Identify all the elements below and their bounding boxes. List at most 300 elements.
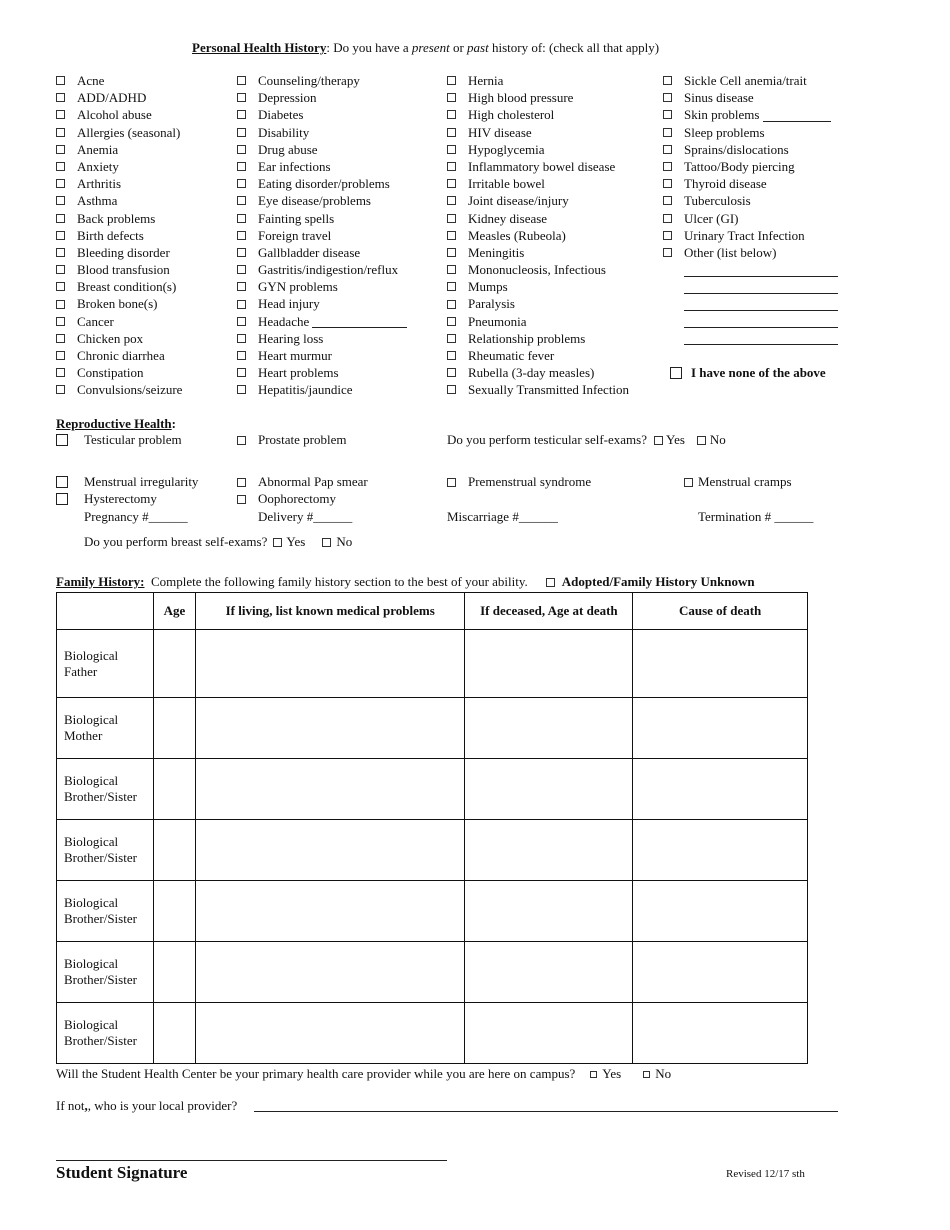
condition-measles-rubeola[interactable] (447, 227, 629, 244)
prostate-problem-checkbox[interactable] (237, 436, 246, 445)
cramps-label: Menstrual cramps (698, 474, 792, 489)
condition-label: Paralysis (468, 296, 515, 312)
pms-checkbox[interactable] (447, 478, 456, 487)
condition-hearing-loss[interactable] (237, 330, 407, 347)
table-row (57, 820, 808, 881)
headache-detail-blank[interactable] (312, 314, 407, 328)
condition-joint-disease-injury[interactable] (447, 192, 629, 209)
condition-label: Sprains/dislocations (684, 141, 789, 157)
reproductive-heading: Reproductive Health: (56, 416, 177, 431)
breast-exam-no-label: No (336, 534, 353, 549)
relative-cell (57, 881, 154, 942)
condition-sickle-cell-anemia-trait[interactable] (663, 72, 831, 89)
condition-checkbox[interactable] (56, 93, 65, 102)
condition-checkbox[interactable] (447, 317, 456, 326)
table-row (57, 759, 808, 820)
condition-label: Tattoo/Body piercing (684, 158, 795, 174)
condition-checkbox[interactable] (447, 300, 456, 309)
condition-heart-problems[interactable] (237, 364, 407, 381)
medical-problems-cell[interactable] (195, 698, 465, 759)
condition-pneumonia[interactable] (447, 313, 629, 330)
personal-history-title (192, 40, 659, 56)
testicular-exam-yes-checkbox[interactable] (654, 436, 663, 445)
condition-checkbox[interactable] (237, 162, 246, 171)
condition-checkbox[interactable] (447, 162, 456, 171)
condition-checkbox[interactable] (56, 248, 65, 257)
condition-checkbox[interactable] (237, 214, 246, 223)
condition-checkbox[interactable] (237, 368, 246, 377)
condition-checkbox[interactable] (663, 248, 672, 257)
relative-label-line: Brother/Sister (64, 850, 137, 865)
condition-label: Relationship problems (468, 330, 586, 346)
other-line-2[interactable] (684, 293, 838, 294)
condition-sleep-problems[interactable] (663, 124, 831, 141)
condition-acne[interactable] (56, 72, 182, 89)
condition-bleeding-disorder[interactable] (56, 244, 182, 261)
pms-label: Premenstrual syndrome (468, 474, 592, 489)
condition-checkbox[interactable] (237, 248, 246, 257)
menstrual-irregularity-label: Menstrual irregularity (84, 474, 199, 489)
delivery-field[interactable]: Delivery #______ (258, 509, 353, 524)
condition-tuberculosis[interactable] (663, 192, 831, 209)
condition-checkbox[interactable] (447, 282, 456, 291)
condition-checkbox[interactable] (237, 196, 246, 205)
condition-label: Gallbladder disease (258, 244, 361, 260)
relative-cell (57, 942, 154, 1003)
age-cell[interactable] (153, 942, 195, 1003)
cause-of-death-cell[interactable] (633, 820, 808, 881)
condition-checkbox[interactable] (237, 282, 246, 291)
pms-option[interactable] (447, 474, 591, 490)
condition-ulcer-gi[interactable] (663, 210, 831, 227)
adopted-label: Adopted/Family History Unknown (561, 574, 755, 589)
testicular-exam-no-checkbox[interactable] (697, 436, 706, 445)
relative-label-line: Father (64, 663, 98, 679)
condition-eating-disorder-problems[interactable] (237, 175, 407, 192)
condition-checkbox[interactable] (663, 93, 672, 102)
none-above-option[interactable] (670, 365, 826, 381)
condition-label: Arthritis (77, 176, 122, 192)
condition-chronic-diarrhea[interactable] (56, 347, 182, 364)
condition-chicken-pox[interactable] (56, 330, 182, 347)
cause-of-death-cell[interactable] (633, 630, 808, 698)
condition-breast-condition-s[interactable] (56, 278, 182, 295)
primary-yes-label: Yes (602, 1066, 622, 1081)
condition-label: Ulcer (GI) (684, 210, 739, 226)
condition-checkbox[interactable] (663, 179, 672, 188)
breast-exam-label: Do you perform breast self-exams? (84, 534, 268, 549)
condition-label: Drug abuse (258, 141, 318, 157)
condition-checkbox[interactable] (56, 265, 65, 274)
condition-checkbox[interactable] (663, 76, 672, 85)
condition-relationship-problems[interactable] (447, 330, 629, 347)
condition-column-1 (56, 72, 182, 399)
testicular-exam-label: Do you perform testicular self-exams? (447, 432, 647, 447)
condition-checkbox[interactable] (447, 76, 456, 85)
condition-checkbox[interactable] (663, 162, 672, 171)
condition-ear-infections[interactable] (237, 158, 407, 175)
condition-anemia[interactable] (56, 141, 182, 158)
relative-cell (57, 759, 154, 820)
condition-label: Hernia (468, 73, 504, 88)
condition-eye-disease-problems[interactable] (237, 192, 407, 209)
condition-checkbox[interactable] (237, 179, 246, 188)
other-line-5[interactable] (684, 344, 838, 345)
medical-problems-cell[interactable] (195, 820, 465, 881)
condition-rheumatic-fever[interactable] (447, 347, 629, 364)
condition-checkbox[interactable] (237, 351, 246, 360)
condition-checkbox[interactable] (663, 110, 672, 119)
oophorectomy-option[interactable] (237, 491, 336, 507)
condition-label: Ear infections (258, 158, 331, 174)
condition-gastritis-indigestion-reflux[interactable] (237, 261, 407, 278)
condition-foreign-travel[interactable] (237, 227, 407, 244)
testicular-problem-checkbox[interactable] (56, 434, 68, 446)
primary-yes-checkbox[interactable] (590, 1071, 597, 1078)
condition-label: Joint disease/injury (468, 193, 569, 209)
condition-label: Other (list below) (684, 244, 777, 260)
condition-label: Alcohol abuse (77, 107, 152, 123)
condition-checkbox[interactable] (56, 145, 65, 154)
condition-checkbox[interactable] (447, 334, 456, 343)
relative-label-line: Biological (64, 1017, 119, 1032)
condition-checkbox[interactable] (447, 145, 456, 154)
cause-of-death-cell[interactable] (633, 881, 808, 942)
age-cell[interactable] (153, 820, 195, 881)
relative-label-line: Brother/Sister (64, 1033, 137, 1048)
header-cause-of-death: Cause of death (633, 593, 808, 630)
condition-label: Measles (Rubeola) (468, 227, 566, 243)
condition-tattoo-body-piercing[interactable] (663, 158, 831, 175)
condition-head-injury[interactable] (237, 295, 407, 312)
header-medical-problems: If living, list known medical problems (195, 593, 465, 630)
condition-kidney-disease[interactable] (447, 210, 629, 227)
condition-fainting-spells[interactable] (237, 210, 407, 227)
relative-label-line: Biological (64, 956, 119, 971)
condition-sexually-transmitted-infection[interactable] (447, 381, 629, 398)
age-at-death-cell[interactable] (465, 630, 633, 698)
local-provider-post: , who is your local provider? (87, 1098, 238, 1113)
condition-label: Birth defects (77, 227, 144, 243)
condition-checkbox[interactable] (237, 265, 246, 274)
age-cell[interactable] (153, 698, 195, 759)
condition-checkbox[interactable] (447, 265, 456, 274)
condition-asthma[interactable] (56, 192, 182, 209)
condition-checkbox[interactable] (56, 317, 65, 326)
miscarriage-field[interactable]: Miscarriage #______ (447, 509, 558, 524)
cause-of-death-cell[interactable] (633, 698, 808, 759)
condition-checkbox[interactable] (663, 128, 672, 137)
condition-rubella-3-day-measles[interactable] (447, 364, 629, 381)
condition-label: Depression (258, 90, 317, 106)
condition-checkbox[interactable] (56, 76, 65, 85)
condition-checkbox[interactable] (56, 179, 65, 188)
abnormal-pap-option[interactable] (237, 474, 368, 490)
other-line-3[interactable] (684, 310, 838, 311)
signature-line[interactable] (56, 1160, 447, 1161)
local-provider-pre: If not (56, 1098, 85, 1113)
condition-inflammatory-bowel-disease[interactable] (447, 158, 629, 175)
condition-drug-abuse[interactable] (237, 141, 407, 158)
condition-checkbox[interactable] (56, 162, 65, 171)
condition-checkbox[interactable] (447, 93, 456, 102)
medical-problems-cell[interactable] (195, 1003, 465, 1064)
cause-of-death-cell[interactable] (633, 759, 808, 820)
abnormal-pap-checkbox[interactable] (237, 478, 246, 487)
condition-checkbox[interactable] (56, 231, 65, 240)
condition-checkbox[interactable] (237, 334, 246, 343)
medical-problems-cell[interactable] (195, 942, 465, 1003)
condition-checkbox[interactable] (237, 93, 246, 102)
condition-high-cholesterol[interactable] (447, 106, 629, 123)
age-cell[interactable] (153, 630, 195, 698)
relative-label-line: Biological (64, 834, 119, 849)
relative-label-line: Mother (64, 728, 103, 743)
condition-checkbox[interactable] (56, 300, 65, 309)
breast-exam-no-checkbox[interactable] (322, 538, 331, 547)
condition-convulsions-seizure[interactable] (56, 381, 182, 398)
condition-sinus-disease[interactable] (663, 89, 831, 106)
relative-label-line: Brother/Sister (64, 972, 137, 987)
relative-cell (57, 698, 154, 759)
condition-gyn-problems[interactable] (237, 278, 407, 295)
intro-text: : Do you have a (326, 40, 412, 55)
condition-thyroid-disease[interactable] (663, 175, 831, 192)
condition-checkbox[interactable] (56, 368, 65, 377)
testicular-exam-yes-label: Yes (665, 432, 685, 447)
family-history-heading: Family History: (56, 574, 145, 589)
condition-birth-defects[interactable] (56, 227, 182, 244)
table-row (57, 881, 808, 942)
condition-hypoglycemia[interactable] (447, 141, 629, 158)
age-cell[interactable] (153, 1003, 195, 1064)
other-line-1[interactable] (684, 276, 838, 277)
none-above-checkbox[interactable] (670, 367, 682, 379)
cause-of-death-cell[interactable] (633, 942, 808, 1003)
testicular-exam-no-label: No (709, 432, 726, 447)
condition-checkbox[interactable] (237, 385, 246, 394)
cause-of-death-cell[interactable] (633, 1003, 808, 1064)
age-at-death-cell[interactable] (465, 820, 633, 881)
condition-hernia[interactable] (447, 72, 629, 89)
family-history-header (56, 574, 755, 590)
condition-checkbox[interactable] (237, 145, 246, 154)
age-cell[interactable] (153, 759, 195, 820)
condition-label: Acne (77, 73, 105, 88)
local-provider-input-line[interactable] (254, 1111, 838, 1112)
condition-broken-bone-s[interactable] (56, 295, 182, 312)
condition-checkbox[interactable] (56, 214, 65, 223)
condition-checkbox[interactable] (447, 110, 456, 119)
breast-exam-question (84, 534, 352, 550)
condition-disability[interactable] (237, 124, 407, 141)
condition-label: Gastritis/indigestion/reflux (258, 262, 399, 278)
condition-checkbox[interactable] (56, 385, 65, 394)
condition-cancer[interactable] (56, 313, 182, 330)
condition-heart-murmur[interactable] (237, 347, 407, 364)
condition-checkbox[interactable] (447, 231, 456, 240)
condition-checkbox[interactable] (447, 368, 456, 377)
condition-column-2 (237, 72, 407, 399)
condition-back-problems[interactable] (56, 210, 182, 227)
condition-checkbox[interactable] (237, 231, 246, 240)
condition-arthritis[interactable] (56, 175, 182, 192)
condition-urinary-tract-infection[interactable] (663, 227, 831, 244)
condition-checkbox[interactable] (447, 196, 456, 205)
condition-checkbox[interactable] (663, 231, 672, 240)
condition-label: Meningitis (468, 244, 525, 260)
condition-label: Disability (258, 124, 310, 140)
condition-meningitis[interactable] (447, 244, 629, 261)
termination-field[interactable]: Termination # ______ (698, 509, 814, 524)
condition-skin-problems[interactable] (663, 106, 831, 123)
condition-counseling-therapy[interactable] (237, 72, 407, 89)
condition-label: Cancer (77, 313, 114, 329)
condition-other-list-below[interactable] (663, 244, 831, 261)
age-at-death-cell[interactable] (465, 942, 633, 1003)
condition-alcohol-abuse[interactable] (56, 106, 182, 123)
condition-label: Rubella (3-day measles) (468, 365, 595, 381)
condition-irritable-bowel[interactable] (447, 175, 629, 192)
condition-checkbox[interactable] (56, 351, 65, 360)
medical-problems-cell[interactable] (195, 630, 465, 698)
condition-checkbox[interactable] (56, 282, 65, 291)
condition-label: Mononucleosis, Infectious (468, 262, 606, 278)
condition-hepatitis-jaundice[interactable] (237, 381, 407, 398)
age-at-death-cell[interactable] (465, 759, 633, 820)
condition-checkbox[interactable] (56, 110, 65, 119)
condition-column-4 (663, 72, 831, 261)
condition-label: Constipation (77, 365, 144, 381)
medical-problems-cell[interactable] (195, 759, 465, 820)
condition-checkbox[interactable] (237, 76, 246, 85)
condition-checkbox[interactable] (663, 145, 672, 154)
condition-label: High cholesterol (468, 107, 555, 123)
condition-checkbox[interactable] (237, 128, 246, 137)
condition-checkbox[interactable] (447, 248, 456, 257)
condition-diabetes[interactable] (237, 106, 407, 123)
prostate-problem-option[interactable] (237, 432, 346, 448)
condition-label: GYN problems (258, 279, 338, 295)
condition-checkbox[interactable] (447, 128, 456, 137)
condition-label: Foreign travel (258, 227, 332, 243)
oophorectomy-label: Oophorectomy (258, 491, 336, 506)
condition-checkbox[interactable] (447, 179, 456, 188)
breast-exam-yes-label: Yes (286, 534, 306, 549)
condition-allergies-seasonal[interactable] (56, 124, 182, 141)
condition-label: Sickle Cell anemia/trait (684, 73, 807, 88)
condition-label: Chicken pox (77, 330, 144, 346)
condition-label: Fainting spells (258, 210, 335, 226)
pregnancy-field[interactable]: Pregnancy #______ (84, 509, 188, 524)
condition-checkbox[interactable] (237, 317, 246, 326)
condition-sprains-dislocations[interactable] (663, 141, 831, 158)
condition-headache[interactable] (237, 313, 407, 330)
medical-problems-cell[interactable] (195, 881, 465, 942)
menstrual-irregularity-option[interactable] (56, 474, 198, 490)
condition-checkbox[interactable] (56, 334, 65, 343)
family-history-table (56, 592, 808, 1064)
condition-hiv-disease[interactable] (447, 124, 629, 141)
condition-high-blood-pressure[interactable] (447, 89, 629, 106)
condition-checkbox[interactable] (447, 385, 456, 394)
condition-label: Rheumatic fever (468, 348, 555, 363)
hysterectomy-checkbox[interactable] (56, 493, 68, 505)
condition-checkbox[interactable] (56, 128, 65, 137)
intro-or: or (449, 40, 468, 55)
condition-add-adhd[interactable] (56, 89, 182, 106)
header-age-at-death: If deceased, Age at death (465, 593, 633, 630)
age-at-death-cell[interactable] (465, 698, 633, 759)
revision-note: Revised 12/17 sth (726, 1168, 805, 1180)
cramps-checkbox[interactable] (684, 478, 693, 487)
condition-depression[interactable] (237, 89, 407, 106)
condition-gallbladder-disease[interactable] (237, 244, 407, 261)
condition-label: Chronic diarrhea (77, 348, 165, 363)
testicular-exam-question (447, 432, 726, 448)
condition-checkbox[interactable] (56, 196, 65, 205)
cramps-option[interactable] (684, 474, 792, 490)
age-at-death-cell[interactable] (465, 881, 633, 942)
condition-label: Breast condition(s) (77, 279, 177, 295)
table-header-row (57, 593, 808, 630)
testicular-problem-option[interactable] (56, 432, 182, 448)
condition-label: ADD/ADHD (77, 90, 147, 106)
condition-label: Bleeding disorder (77, 244, 170, 260)
condition-label: Eye disease/problems (258, 193, 371, 209)
age-at-death-cell[interactable] (465, 1003, 633, 1064)
header-relative (57, 593, 154, 630)
breast-exam-yes-checkbox[interactable] (273, 538, 282, 547)
hysterectomy-option[interactable] (56, 491, 157, 507)
condition-blood-transfusion[interactable] (56, 261, 182, 278)
table-row (57, 698, 808, 759)
other-line-4[interactable] (684, 327, 838, 328)
condition-checkbox[interactable] (447, 214, 456, 223)
condition-paralysis[interactable] (447, 295, 629, 312)
condition-label: Convulsions/seizure (77, 382, 183, 398)
condition-label: Sleep problems (684, 124, 765, 140)
skin-problems-detail-blank[interactable] (763, 108, 831, 122)
age-cell[interactable] (153, 881, 195, 942)
oophorectomy-checkbox[interactable] (237, 495, 246, 504)
condition-anxiety[interactable] (56, 158, 182, 175)
condition-checkbox[interactable] (447, 351, 456, 360)
condition-label: Urinary Tract Infection (684, 227, 805, 243)
intro-present: present (411, 40, 450, 55)
primary-provider-label: Will the Student Health Center be your primary health care provider while you are here on campus? (56, 1066, 576, 1081)
condition-mononucleosis-infectious[interactable] (447, 261, 629, 278)
menstrual-irregularity-checkbox[interactable] (56, 476, 68, 488)
condition-label: Sexually Transmitted Infection (468, 382, 630, 398)
condition-checkbox[interactable] (237, 110, 246, 119)
condition-checkbox[interactable] (663, 214, 672, 223)
condition-checkbox[interactable] (663, 196, 672, 205)
primary-no-label: No (655, 1066, 672, 1081)
condition-label: Skin problems (684, 107, 760, 123)
condition-label: HIV disease (468, 124, 532, 140)
primary-provider-question (56, 1066, 671, 1082)
primary-no-checkbox[interactable] (643, 1071, 650, 1078)
condition-mumps[interactable] (447, 278, 629, 295)
adopted-checkbox[interactable] (546, 578, 555, 587)
condition-checkbox[interactable] (237, 300, 246, 309)
condition-label: Heart problems (258, 365, 339, 381)
condition-label: High blood pressure (468, 90, 574, 106)
abnormal-pap-label: Abnormal Pap smear (258, 474, 368, 489)
relative-label-line: Biological (64, 712, 119, 727)
condition-constipation[interactable] (56, 364, 182, 381)
